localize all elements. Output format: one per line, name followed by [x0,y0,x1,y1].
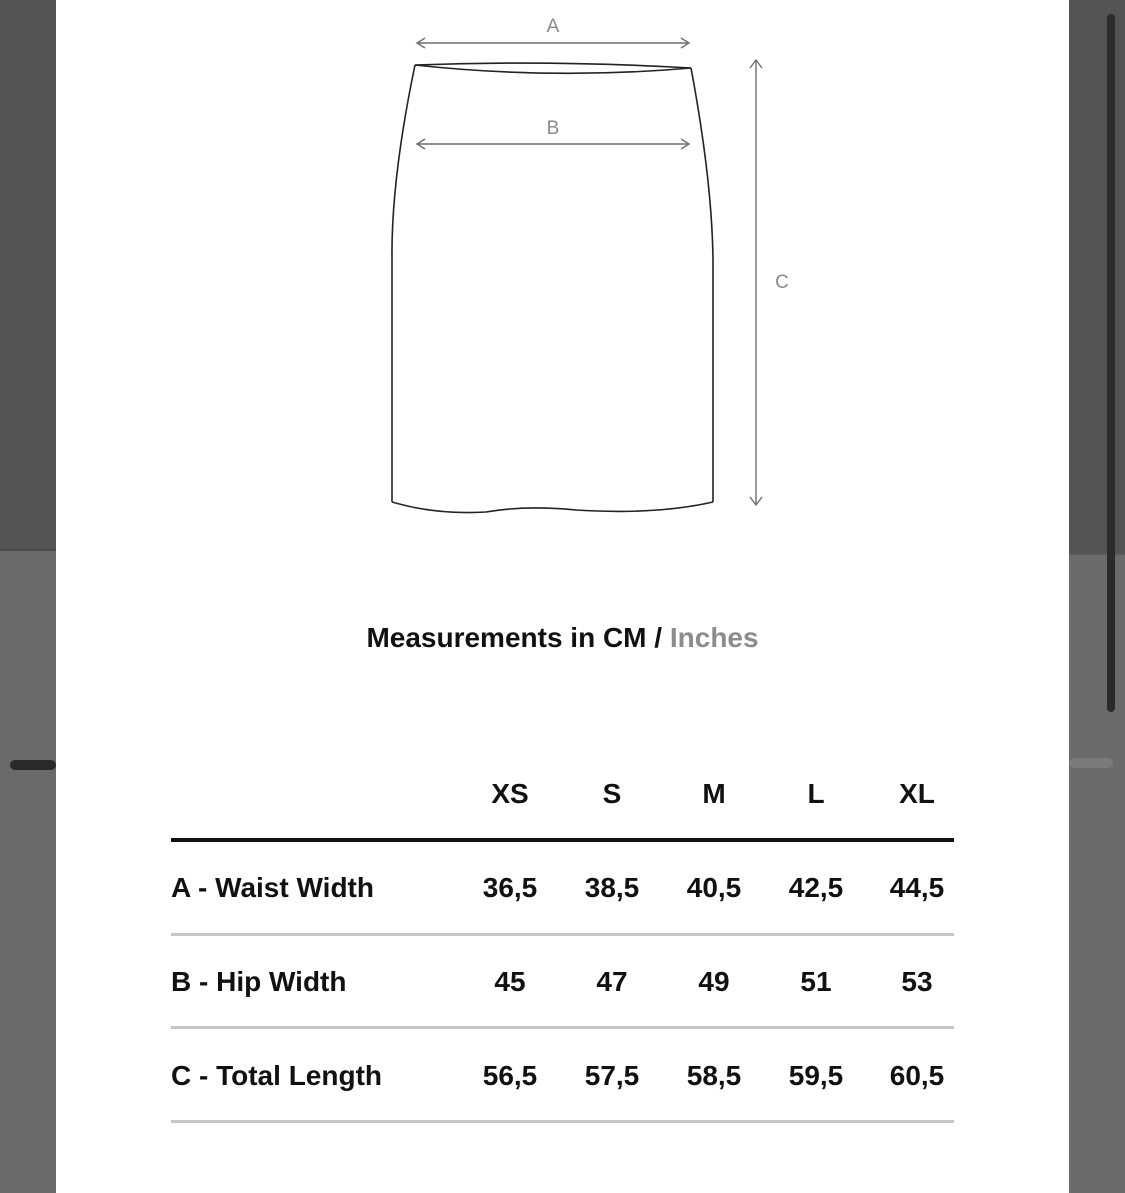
cell-waist-xl: 44,5 [889,872,945,903]
cell-hip-l: 51 [800,966,832,997]
dimension-label-b: B [546,118,560,139]
backdrop-left-panel [0,0,56,1193]
dimension-label-c: C [775,272,789,293]
row-label-hip: B - Hip Width [171,966,347,997]
cell-length-l: 59,5 [788,1060,844,1091]
size-header-m: M [702,778,726,809]
row-label-length: C - Total Length [171,1060,382,1091]
measurement-unit-toggle [56,622,1069,654]
cell-waist-m: 40,5 [686,872,742,903]
size-header-l: L [807,778,825,809]
cell-hip-m: 49 [698,966,730,997]
size-header-xl: XL [899,778,935,809]
cell-waist-l: 42,5 [788,872,844,903]
row-label-waist: A - Waist Width [171,872,374,903]
dimension-label-a: A [546,16,560,37]
unit-separator: / [646,622,670,653]
row-divider [171,933,954,936]
backdrop-right-lower [1069,555,1125,1193]
unit-inches-link[interactable]: Inches [669,622,759,653]
size-guide-sheet [56,0,1069,1193]
right-edge-handle[interactable] [1069,758,1113,768]
cell-hip-s: 47 [596,966,628,997]
dimension-arrows [417,38,762,505]
backdrop-left-upper [0,0,56,550]
left-edge-handle[interactable] [10,760,56,770]
cell-length-s: 57,5 [584,1060,640,1091]
row-divider [171,1120,954,1123]
row-divider [171,1026,954,1029]
size-header-xs: XS [491,778,529,809]
scrollbar-thumb[interactable] [1107,14,1115,712]
backdrop-right-panel [1069,0,1125,1193]
cell-length-xl: 60,5 [889,1060,945,1091]
cell-hip-xs: 45 [494,966,526,997]
size-header-s: S [602,778,622,809]
cell-length-m: 58,5 [686,1060,742,1091]
skirt-measurement-diagram [56,0,1069,540]
backdrop-right-upper [1069,0,1125,553]
skirt-illustration [56,0,1069,540]
unit-cm-label: Measurements in CM [366,622,647,653]
table-header-rule [171,838,954,842]
cell-hip-xl: 53 [901,966,933,997]
backdrop-left-lower [0,551,56,1193]
cell-waist-s: 38,5 [584,872,640,903]
cell-waist-xs: 36,5 [482,872,538,903]
cell-length-xs: 56,5 [482,1060,538,1091]
